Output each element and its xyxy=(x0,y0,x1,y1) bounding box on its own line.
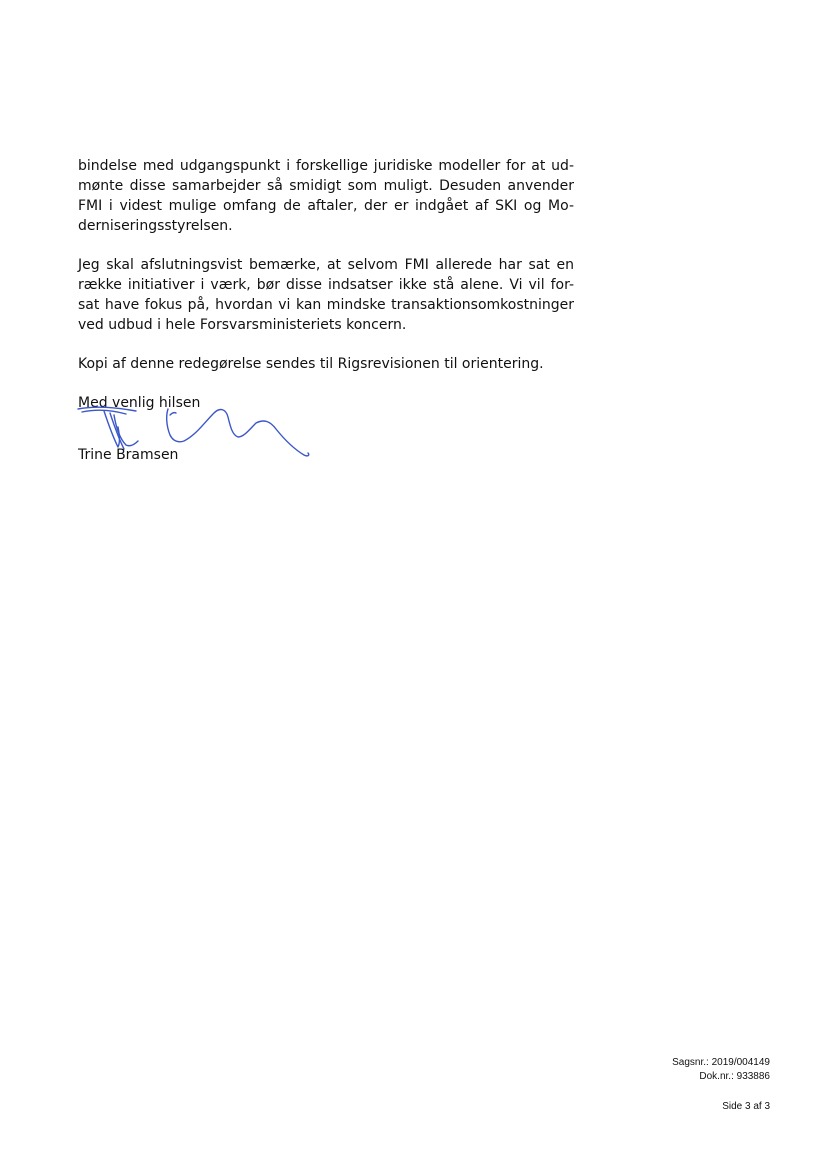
text-line: bindelse med udgangspunkt i forskellige juridiske modeller for at ud- xyxy=(78,158,574,174)
paragraph-concluding-remarks xyxy=(78,255,574,335)
case-number: Sagsnr.: 2019/004149 xyxy=(672,1057,770,1068)
text-line: Kopi af denne redegørelse sendes til Rigsrevisionen til orientering. xyxy=(78,356,544,372)
closing-salutation: Med venlig hilsen xyxy=(78,395,201,411)
paragraph-collaboration-models xyxy=(78,156,574,236)
case-reference xyxy=(672,1056,770,1084)
text-line: række initiativer i værk, bør disse indsatser ikke stå alene. Vi vil for- xyxy=(78,277,574,293)
document-number: Dok.nr.: 933886 xyxy=(699,1071,770,1082)
text-line: ved udbud i hele Forsvarsministeriets koncern. xyxy=(78,317,407,333)
text-line: mønte disse samarbejder så smidigt som muligt. Desuden anvender xyxy=(78,178,574,194)
letter-body xyxy=(78,156,574,425)
page-number: Side 3 af 3 xyxy=(722,1101,770,1112)
signer-name: Trine Bramsen xyxy=(78,447,179,463)
paragraph-copy-notice xyxy=(78,354,574,374)
text-line: FMI i videst mulige omfang de aftaler, der er indgået af SKI og Mo- xyxy=(78,198,574,214)
text-line: derniseringsstyrelsen. xyxy=(78,218,233,234)
text-line: sat have fokus på, hvordan vi kan mindske transaktionsomkostninger xyxy=(78,297,574,313)
text-line: Jeg skal afslutningsvist bemærke, at selvom FMI allerede har sat en xyxy=(78,257,574,273)
